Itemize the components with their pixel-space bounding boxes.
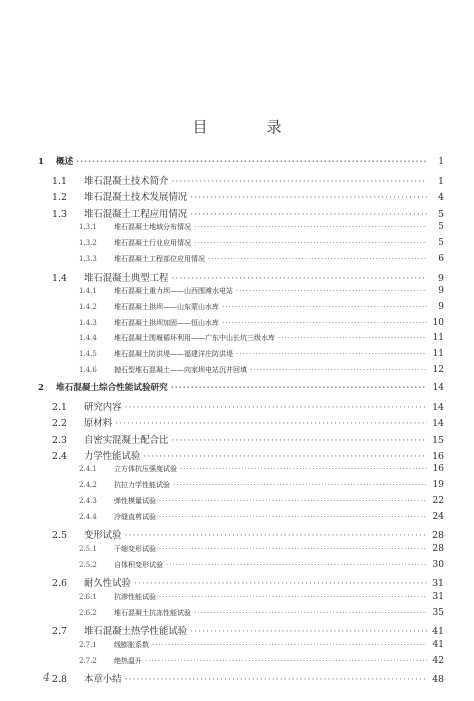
dot-leader: [125, 674, 427, 685]
toc-entry-number: 2.4.1: [79, 465, 97, 474]
dot-leader: [190, 626, 427, 637]
toc-entry-number: 1.3.3: [79, 254, 97, 263]
toc-entry-level3[interactable]: [0, 254, 474, 270]
toc-entry-number: 1.4.2: [79, 302, 97, 311]
toc-entry-level3[interactable]: [0, 480, 474, 496]
toc-entry-number: 2.1: [52, 401, 67, 413]
dot-leader: [159, 593, 427, 601]
toc-entry-number: 2.4.3: [79, 496, 97, 505]
toc-entry-number: 2.6.1: [79, 592, 97, 601]
dot-leader: [171, 435, 427, 446]
toc-entry-title: 线膨胀系数: [114, 640, 149, 649]
toc-entry-level3[interactable]: [0, 222, 474, 238]
dot-leader: [171, 273, 427, 284]
toc-entry-level1[interactable]: [0, 155, 474, 173]
dot-leader: [171, 383, 427, 393]
toc-entry-page: 1: [438, 176, 444, 187]
toc-entry-title: 原材料: [84, 418, 113, 430]
dot-leader: [194, 223, 427, 231]
dot-leader: [143, 451, 427, 462]
dot-leader: [190, 209, 427, 220]
toc-entry-title: 研究内容: [84, 401, 122, 413]
toc-entry-title: 堆石混凝土围堰循环利用——广东中山长坑三级水库: [114, 334, 275, 343]
toc-entry-title: 堆石混凝土技术简介: [84, 176, 169, 187]
dot-leader: [76, 157, 427, 167]
toc-entry-number: 2.4.2: [79, 481, 97, 490]
toc-entry-level3[interactable]: [0, 464, 474, 480]
toc-entry-number: 1.4.6: [79, 365, 97, 374]
toc-entry-number: 2.4: [52, 450, 67, 462]
toc-entry-page: 11: [432, 333, 444, 344]
toc-entry-page: 1: [438, 157, 444, 167]
toc-entry-page: 24: [432, 511, 444, 522]
dot-leader: [166, 561, 427, 569]
toc-entry-number: 1: [38, 157, 44, 167]
toc-entry-page: 16: [432, 464, 444, 475]
toc-entry-level3[interactable]: [0, 302, 474, 318]
toc-entry-level2[interactable]: [0, 623, 474, 639]
toc-entry-level2[interactable]: [0, 432, 474, 448]
toc-entry-number: 2: [38, 382, 44, 393]
toc-entry-page: 5: [438, 208, 444, 220]
toc-entry-page: 30: [432, 559, 444, 570]
toc-entry-level2[interactable]: [0, 270, 474, 286]
toc-entry-level2[interactable]: [0, 206, 474, 222]
dot-leader: [173, 481, 427, 489]
toc-entry-page: 9: [438, 285, 444, 296]
toc-entry-title: 堆石混凝土工程应用情况: [84, 208, 188, 220]
dot-leader: [159, 497, 427, 505]
toc-entry-number: 1.4.5: [79, 350, 97, 359]
toc-entry-level3[interactable]: [0, 560, 474, 576]
toc-entry-page: 35: [432, 607, 444, 618]
page-number: 4: [43, 671, 50, 684]
toc-entry-page: 15: [432, 434, 444, 446]
toc-entry-number: 1.4.4: [79, 334, 97, 343]
toc-entry-level3[interactable]: [0, 608, 474, 624]
toc-entry-title: 概述: [56, 157, 74, 167]
toc-entry-number: 2.5.2: [79, 560, 97, 569]
toc-entry-page: 28: [432, 543, 444, 554]
toc-entry-page: 31: [432, 578, 444, 590]
toc-entry-level3[interactable]: [0, 286, 474, 302]
toc-entry-page: 31: [432, 591, 444, 602]
toc-entry-title: 自体积变形试验: [114, 560, 163, 569]
toc-entry-title: 力学性能试验: [84, 450, 141, 462]
toc-entry-number: 2.6: [52, 578, 67, 590]
toc-entry-level3[interactable]: [0, 318, 474, 334]
toc-entry-title: 堆石混凝土综合性能试验研究: [56, 382, 168, 393]
toc-entry-title: 堆石混凝土地域分布情况: [114, 223, 191, 232]
toc-entry-title: 堆石混凝土拱坝——山东蒙山水库: [114, 302, 219, 311]
toc-entry-page: 11: [432, 349, 444, 360]
toc-entry-level3[interactable]: [0, 238, 474, 254]
toc-entry-title: 抗渗性能试验: [114, 592, 156, 601]
dot-leader: [125, 530, 427, 541]
toc-entry-page: 48: [432, 674, 444, 686]
toc-entry-level2[interactable]: [0, 399, 474, 415]
toc-entry-page: 14: [432, 382, 444, 393]
toc-entry-page: 9: [438, 301, 444, 312]
dot-leader: [236, 287, 427, 295]
toc-entry-title: 堆石混凝土防洪堤——福建洋庄防洪堤: [114, 350, 233, 359]
dot-leader: [250, 366, 427, 374]
toc-entry-number: 2.3: [52, 434, 67, 446]
toc-entry-title: 堆石混凝土拱坝加固——恒山水库: [114, 318, 219, 327]
dot-leader: [180, 465, 427, 473]
toc-entry-title: 立方体抗压强度试验: [114, 465, 177, 474]
table-of-contents: [0, 155, 474, 688]
toc-entry-title: 变形试验: [84, 530, 122, 542]
toc-entry-level3[interactable]: [0, 656, 474, 672]
toc-entry-number: 2.5.1: [79, 544, 97, 553]
toc-entry-number: 1.1: [52, 176, 67, 187]
toc-entry-title: 本章小结: [84, 674, 122, 686]
dot-leader: [125, 402, 427, 413]
toc-entry-level3[interactable]: [0, 592, 474, 608]
toc-entry-level2[interactable]: [0, 527, 474, 543]
toc-entry-page: 41: [432, 639, 444, 650]
dot-leader: [190, 192, 427, 203]
dot-leader: [171, 176, 427, 187]
toc-entry-title: 干缩变形试验: [114, 544, 156, 553]
toc-entry-level3[interactable]: [0, 349, 474, 365]
dot-leader: [159, 513, 427, 521]
toc-entry-number: 2.8: [52, 674, 67, 686]
toc-entry-number: 1.4: [52, 272, 67, 284]
toc-entry-page: 5: [438, 237, 444, 248]
dot-leader: [115, 418, 427, 429]
toc-entry-page: 4: [438, 192, 444, 204]
toc-entry-title: 堆石混凝土热学性能试验: [84, 626, 188, 638]
toc-entry-level3[interactable]: [0, 512, 474, 528]
toc-entry-level1[interactable]: [0, 381, 474, 399]
toc-title: 目 录: [192, 118, 304, 136]
toc-entry-title: 抗拉力学性能试验: [114, 481, 170, 490]
toc-entry-level3[interactable]: [0, 365, 474, 381]
toc-entry-title: 弹性模量试验: [114, 496, 156, 505]
toc-entry-level2[interactable]: [0, 173, 474, 189]
toc-entry-page: 10: [432, 317, 444, 328]
toc-entry-number: 1.3.2: [79, 238, 97, 247]
toc-entry-level3[interactable]: [0, 496, 474, 512]
toc-entry-title: 自密实混凝土配合比: [84, 434, 169, 446]
toc-entry-number: 2.7.2: [79, 656, 97, 665]
dot-leader: [222, 303, 427, 311]
toc-entry-title: 堆石混凝土行业应用情况: [114, 238, 191, 247]
toc-entry-number: 1.2: [52, 192, 67, 204]
dot-leader: [208, 255, 427, 263]
toc-entry-page: 14: [432, 401, 444, 413]
toc-entry-title: 堆石混凝土抗冻性能试验: [114, 608, 191, 617]
toc-entry-number: 2.6.2: [79, 608, 97, 617]
toc-entry-number: 1.3.1: [79, 223, 97, 232]
toc-entry-page: 28: [432, 530, 444, 542]
toc-entry-number: 1.4.1: [79, 286, 97, 295]
dot-leader: [278, 334, 427, 342]
toc-entry-level3[interactable]: [0, 544, 474, 560]
toc-entry-title: 冷缝直剪试验: [114, 512, 156, 521]
toc-entry-page: 16: [432, 450, 444, 462]
toc-entry-page: 14: [432, 418, 444, 430]
dot-leader: [194, 609, 427, 617]
toc-entry-page: 42: [432, 655, 444, 666]
toc-entry-number: 2.5: [52, 530, 67, 542]
toc-entry-page: 6: [438, 253, 444, 264]
toc-entry-number: 2.4.4: [79, 512, 97, 521]
toc-entry-number: 1.4.3: [79, 318, 97, 327]
toc-entry-level2[interactable]: [0, 189, 474, 205]
dot-leader: [194, 239, 427, 247]
toc-entry-page: 5: [438, 222, 444, 233]
toc-entry-level2[interactable]: [0, 575, 474, 591]
toc-entry-level3[interactable]: [0, 640, 474, 656]
dot-leader: [159, 545, 427, 553]
dot-leader: [152, 641, 427, 649]
toc-entry-page: 12: [432, 364, 444, 375]
toc-entry-level2[interactable]: [0, 448, 474, 464]
dot-leader: [222, 319, 427, 327]
dot-leader: [145, 657, 427, 665]
toc-entry-level3[interactable]: [0, 333, 474, 349]
toc-entry-page: 19: [432, 480, 444, 491]
toc-entry-level2[interactable]: [0, 415, 474, 431]
toc-entry-number: 1.3: [52, 208, 67, 220]
toc-entry-level2[interactable]: [0, 671, 474, 687]
toc-entry-title: 堆石混凝土典型工程: [84, 272, 169, 284]
toc-entry-page: 22: [432, 495, 444, 506]
toc-entry-number: 2.7.1: [79, 640, 97, 649]
toc-entry-page: 9: [438, 272, 444, 284]
toc-entry-number: 2.7: [52, 626, 67, 638]
toc-entry-title: 抛石型堆石混凝土——向家坝电站沉井回填: [114, 365, 247, 374]
toc-entry-number: 2.2: [52, 418, 67, 430]
toc-entry-title: 堆石混凝土技术发展情况: [84, 192, 188, 204]
toc-entry-title: 堆石混凝土工程部位应用情况: [114, 254, 205, 263]
toc-entry-title: 绝热温升: [114, 656, 142, 665]
toc-entry-title: 堆石混凝土重力坝——山西围滩水电站: [114, 286, 233, 295]
dot-leader: [236, 350, 427, 358]
dot-leader: [134, 578, 427, 589]
toc-entry-page: 41: [432, 626, 444, 638]
toc-entry-title: 耐久性试验: [84, 578, 131, 590]
